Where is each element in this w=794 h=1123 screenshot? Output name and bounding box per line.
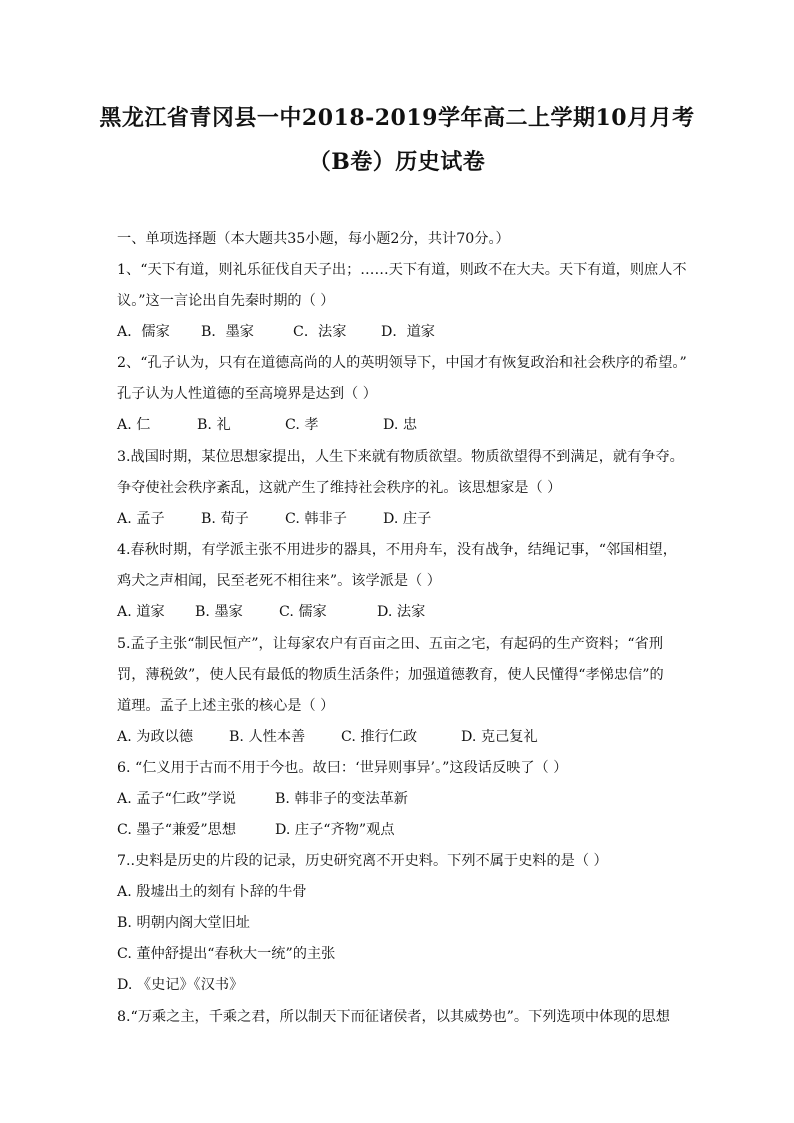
option-c: C. 孝 xyxy=(285,417,319,433)
option-b: B. 礼 xyxy=(197,417,231,433)
question-5-stem-line3: 道理。孟子上述主张的核心是（ ） xyxy=(117,698,335,714)
option-c: C. 推行仁政 xyxy=(341,729,418,745)
question-8-stem-line1: 8.“万乘之主，千乘之君，所以制天下而征诸侯者，以其威势也”。下列选项中体现的思想 xyxy=(117,1009,670,1025)
question-1-options xyxy=(117,322,435,342)
question-3-options xyxy=(117,509,431,529)
option-b: B. 人性本善 xyxy=(229,729,306,745)
option-a: A．儒家 xyxy=(117,324,170,340)
option-c: C．法家 xyxy=(293,324,347,340)
option-d: D. 克己复礼 xyxy=(461,729,538,745)
question-7-option-c: C. 董仲舒提出“春秋大一统”的主张 xyxy=(117,946,336,962)
question-5-stem-line1: 5.孟子主张“制民恒产”，让每家农户有百亩之田、五亩之宅，有起码的生产资料；“省刑 xyxy=(117,636,664,652)
question-3-stem-line2: 争夺使社会秩序紊乱，这就产生了维持社会秩序的礼。该思想家是（ ） xyxy=(117,480,562,496)
question-6-options-row2 xyxy=(117,820,395,840)
option-d: D. 忠 xyxy=(383,417,418,433)
option-b: B. 荀子 xyxy=(201,511,249,527)
section-heading: 一、单项选择题（本大题共35小题，每小题2分，共计70分。） xyxy=(117,231,510,247)
option-d: D. 庄子“齐物”观点 xyxy=(275,822,395,838)
question-4-stem-line2: 鸡犬之声相闻，民至老死不相往来”。该学派是（ ） xyxy=(117,573,441,589)
option-a: A. 孟子 xyxy=(117,511,165,527)
question-7-stem: 7..史料是历史的片段的记录，历史研究离不开史料。下列不属于史料的是（ ） xyxy=(117,853,608,869)
option-d: D. 法家 xyxy=(377,604,426,620)
question-2-options xyxy=(117,415,417,435)
exam-title-line2: （B卷）历史试卷 xyxy=(308,149,486,175)
question-5-options xyxy=(117,727,538,747)
option-b: B. 墨家 xyxy=(195,604,243,620)
question-3-stem-line1: 3.战国时期，某位思想家提出，人生下来就有物质欲望。物质欲望得不到满足，就有争夺。 xyxy=(117,449,684,465)
question-2-stem-line1: 2、“孔子认为，只有在道德高尚的人的英明领导下，中国才有恢复政治和社会秩序的希望。” xyxy=(117,355,687,371)
option-a: A. 仁 xyxy=(117,417,151,433)
option-c: C. 儒家 xyxy=(279,604,327,620)
question-6-stem: 6. “仁义用于古而不用于今也。故曰：‘世异则事异’。”这段话反映了（ ） xyxy=(117,760,568,776)
question-1-stem-line2: 议。”这一言论出自先秦时期的（ ） xyxy=(117,293,335,309)
question-7-option-a: A. 殷墟出土的刻有卜辞的牛骨 xyxy=(117,884,307,900)
question-4-options xyxy=(117,602,425,622)
question-1-stem-line1: 1、“天下有道，则礼乐征伐自天子出；……天下有道，则政不在大夫。天下有道，则庶人不 xyxy=(117,262,687,278)
question-6-options-row1 xyxy=(117,789,408,809)
question-5-stem-line2: 罚，薄税敛”，使人民有最低的物质生活条件；加强道德教育，使人民懂得“孝悌忠信”的 xyxy=(117,667,664,683)
option-a: A. 孟子“仁政”学说 xyxy=(117,791,236,807)
option-b: B．墨家 xyxy=(201,324,254,340)
option-d: D. 庄子 xyxy=(383,511,432,527)
option-b: B. 韩非子的变法革新 xyxy=(275,791,408,807)
option-c: C. 韩非子 xyxy=(285,511,347,527)
question-7-option-d: D. 《史记》《汉书》 xyxy=(117,977,244,993)
question-4-stem-line1: 4.春秋时期，有学派主张不用进步的器具，不用舟车，没有战争，结绳记事，“邻国相望， xyxy=(117,542,677,558)
question-2-stem-line2: 孔子认为人性道德的至高境界是达到（ ） xyxy=(117,386,377,402)
option-a: A. 为政以德 xyxy=(117,729,194,745)
option-a: A. 道家 xyxy=(117,604,165,620)
question-7-option-b: B. 明朝内阁大堂旧址 xyxy=(117,915,250,931)
option-c: C. 墨子“兼爱”思想 xyxy=(117,822,237,838)
exam-title-line1: 黑龙江省青冈县一中2018-2019学年高二上学期10月月考 xyxy=(99,105,695,131)
option-d: D．道家 xyxy=(381,324,435,340)
